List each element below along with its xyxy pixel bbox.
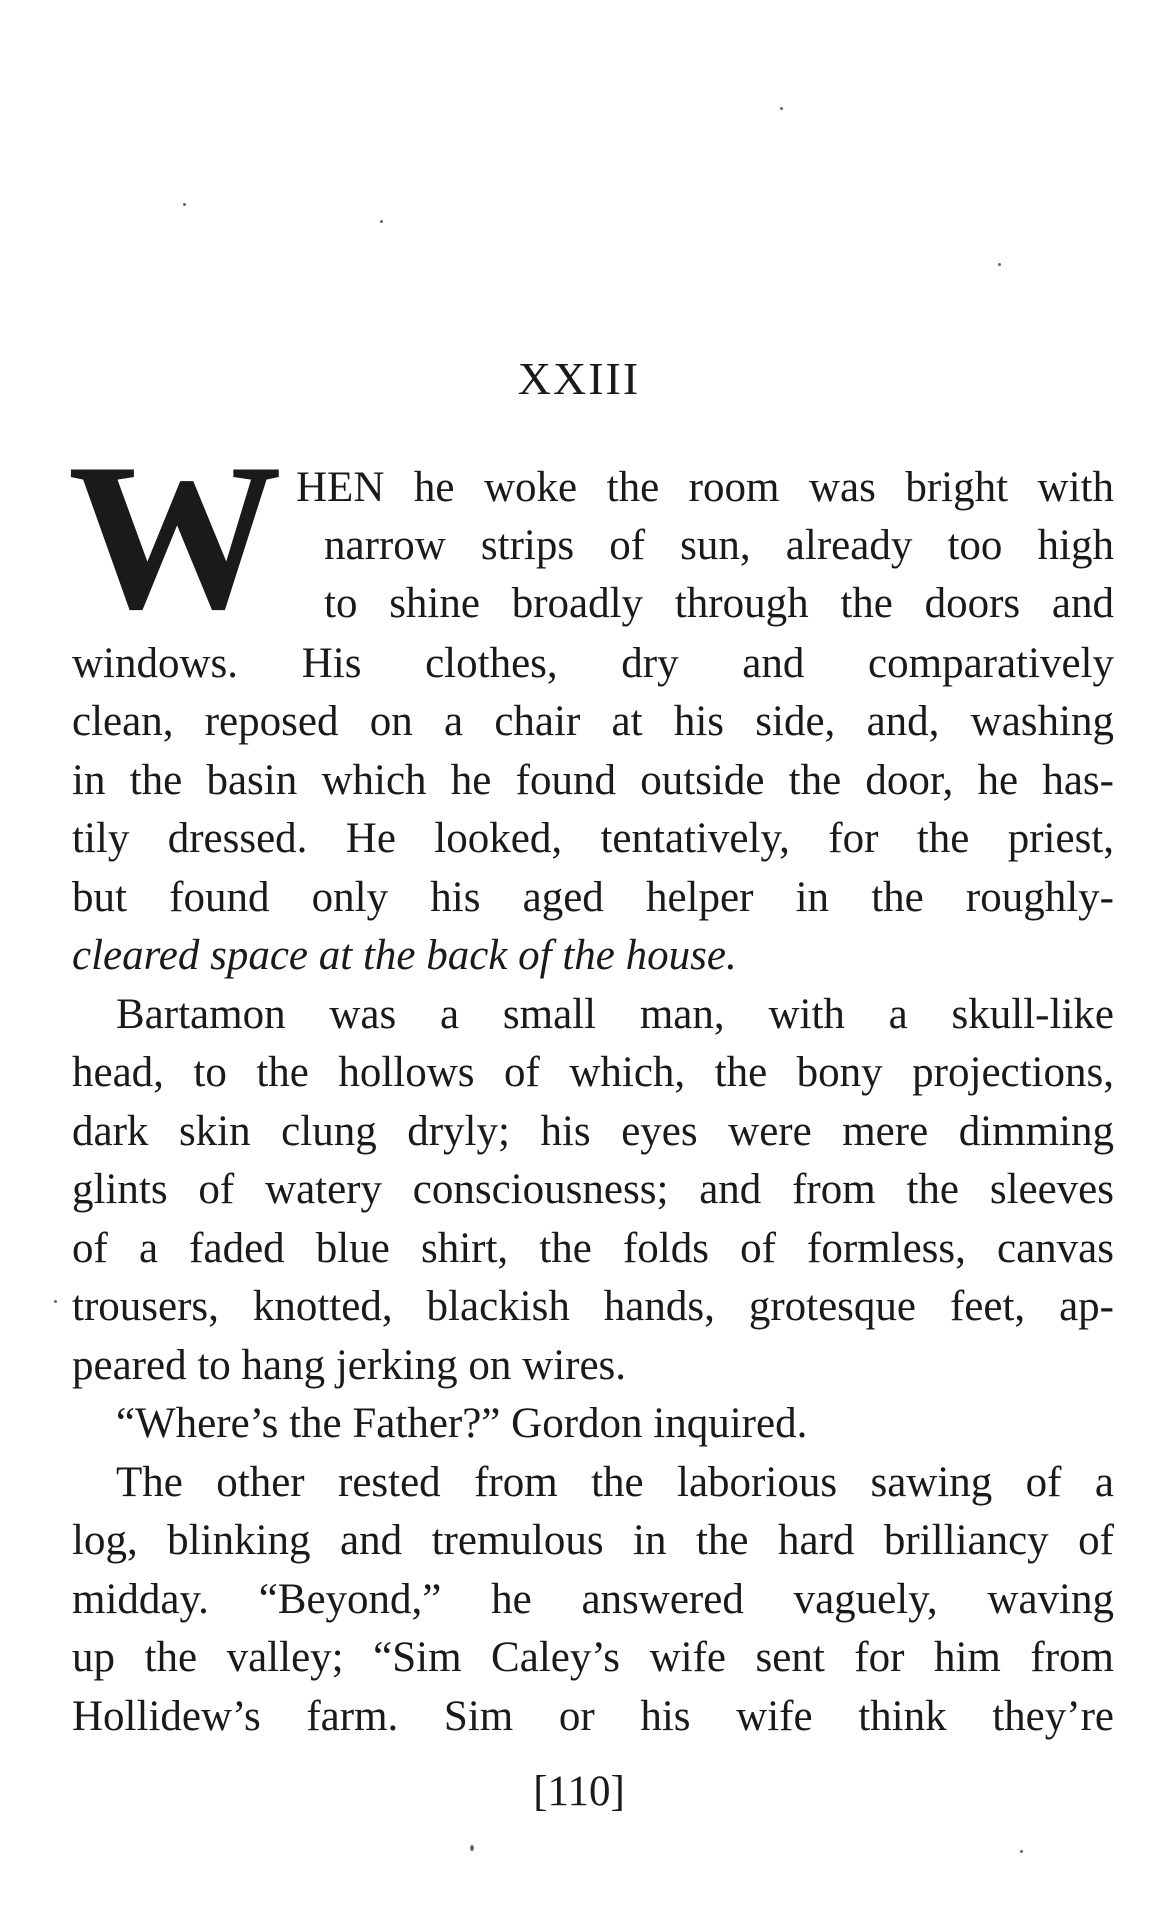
text-line: but found only his aged helper in the roughly-	[72, 874, 1114, 921]
text-line: up the valley; “Sim Caley’s wife sent for him from	[72, 1634, 1114, 1681]
text-line: glints of watery consciousness; and from the sleeves	[72, 1166, 1114, 1213]
text-line: windows. His clothes, dry and comparatively	[72, 640, 1114, 687]
text-line: cleared space at the back of the house.	[72, 932, 737, 979]
chapter-heading: XXIII	[517, 353, 641, 404]
scan-speck	[1020, 1850, 1023, 1853]
page-number: [110]	[533, 1768, 625, 1815]
text-line: midday. “Beyond,” he answered vaguely, waving	[72, 1576, 1114, 1623]
text-line: dark skin clung dryly; his eyes were mere dimming	[72, 1108, 1114, 1155]
scan-speck	[183, 203, 186, 206]
text-line: log, blinking and tremulous in the hard brilliancy of	[72, 1517, 1114, 1564]
text-line: The other rested from the laborious sawing of a	[116, 1459, 1114, 1506]
scan-speck	[470, 1845, 474, 1851]
text-line: narrow strips of sun, already too high	[324, 522, 1114, 569]
text-line: to shine broadly through the doors and	[324, 580, 1114, 627]
drop-cap-letter: W	[67, 421, 283, 653]
scan-speck	[380, 220, 383, 223]
text-line: clean, reposed on a chair at his side, and, washing	[72, 698, 1114, 745]
text-line: peared to hang jerking on wires.	[72, 1342, 627, 1389]
text-line: trousers, knotted, blackish hands, grotesque feet, ap-	[72, 1283, 1114, 1330]
scan-speck	[998, 263, 1001, 266]
text-line: of a faded blue shirt, the folds of formless, canvas	[72, 1225, 1114, 1272]
text-line: Hollidew’s farm. Sim or his wife think they’re	[72, 1693, 1114, 1740]
scan-speck	[780, 107, 783, 110]
text-line: in the basin which he found outside the door, he has-	[72, 757, 1114, 804]
text-line: Bartamon was a small man, with a skull-like	[116, 991, 1114, 1038]
text-line: “Where’s the Father?” Gordon inquired.	[116, 1400, 808, 1447]
scan-speck	[54, 1300, 57, 1303]
text-line: HEN he woke the room was bright with	[296, 464, 1114, 511]
text-line: head, to the hollows of which, the bony projections,	[72, 1049, 1114, 1096]
text-line: tily dressed. He looked, tentatively, for the priest,	[72, 815, 1114, 862]
